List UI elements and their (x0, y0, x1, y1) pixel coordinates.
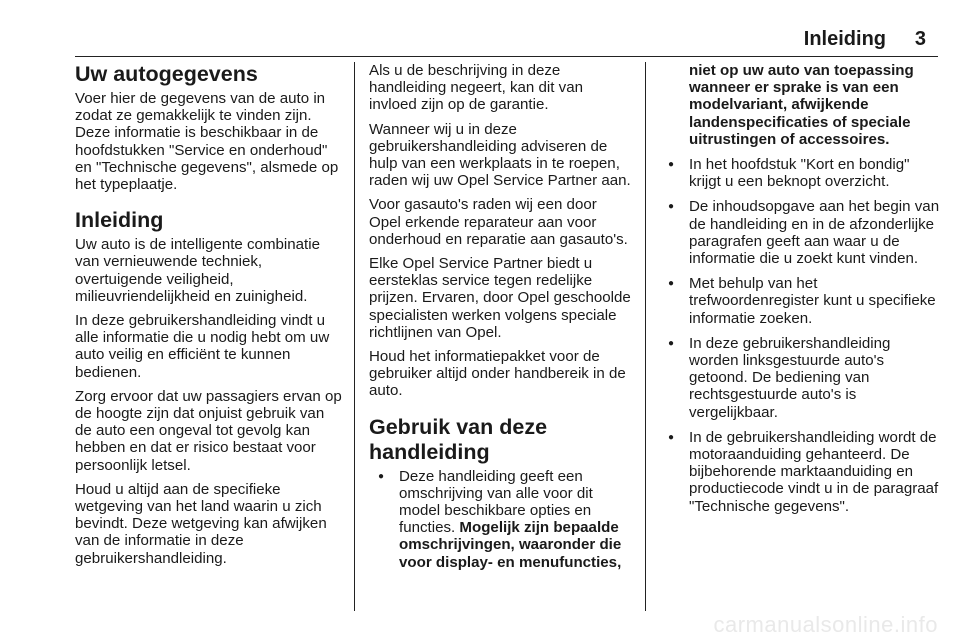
paragraph: Elke Opel Service Partner biedt u eersteklas service tegen redelijke prijzen. Ervaren, door Opel geschoolde specialisten werken volgens speciale richtlijnen van Opel. (369, 255, 631, 341)
column-right (659, 62, 941, 523)
bullet-list (369, 468, 632, 571)
list-item: ● Met behulp van het trefwoordenregister kunt u specifieke informatie zoeken. (659, 275, 941, 327)
column-divider (354, 62, 355, 611)
list-item: ● In deze gebruikershandleiding worden linksgestuurde auto's getoond. De bediening van rechtsgestuurde auto's is vergelijkbaar. (659, 335, 941, 421)
paragraph: Houd het informatiepakket voor de gebruiker altijd onder handbereik in de auto. (369, 348, 626, 400)
page-number: 3 (914, 28, 926, 50)
heading-uw-autogegevens: Uw autogegevens (75, 62, 258, 86)
paragraph: Wanneer wij u in deze gebruikershandleiding adviseren de hulp van een werkplaats in te roepen, raden wij uw Opel Service Partner aan. (369, 120, 631, 190)
column-left (75, 62, 343, 574)
heading-gebruik-van-deze-handleiding: Gebruik van deze handleiding (369, 414, 548, 464)
paragraph: Houd u altijd aan de specifieke wetgeving van het land waarin u zich bevindt. Deze wetgeving kan afwijken van de informatie in deze gebruikershandleiding. (75, 480, 327, 567)
list-item: ● De inhoudsopgave aan het begin van de handleiding en in de afzonderlijke paragrafen geeft aan waar u de informatie die u zoekt kunt vinden. (659, 198, 941, 267)
paragraph: Uw auto is de intelligente combinatie van vernieuwende techniek, overtuigende veiligheid, milieuvriendelijkheid en zuinigheid. (75, 236, 320, 305)
list-item: ● In het hoofdstuk "Kort en bondig" krijgt u een beknopt overzicht. (659, 156, 941, 190)
paragraph: Voer hier de gegevens van de auto in zodat ze gemakkelijk te vinden zijn. Deze informatie is beschikbaar in de hoofdstukken "Service en onderhoud" en "Technische gegevens", alsmede op het typeplaatje. (75, 90, 339, 194)
header-rule (75, 56, 938, 57)
paragraph: Voor gasauto's raden wij een door Opel erkende reparateur aan voor onderhoud en reparatie aan gasauto's. (369, 196, 628, 248)
list-item: ● In de gebruikershandleiding wordt de motoraanduiding gehanteerd. De bijbehorende marktaanduiding en productiecode vindt u in de paragraaf "Technische gegevens". (659, 429, 941, 515)
watermark: carmanualsonline.info (713, 612, 938, 637)
column-middle (369, 62, 632, 579)
running-header-title: Inleiding (803, 28, 886, 50)
paragraph: Zorg ervoor dat uw passagiers ervan op de hoogte zijn dat onjuist gebruik van de auto een ongeval tot gevolg kan hebben en dat er risico bestaat voor persoonlijk letsel. (75, 387, 342, 474)
list-item-continuation: niet op uw auto van toepassing wanneer er sprake is van een modelvariant, afwijkende landenspecificaties of speciale uitrustingen of accessoires. (689, 62, 914, 148)
bullet-list (659, 156, 941, 515)
column-divider (645, 62, 646, 611)
list-item-bold-text: Mogelijk zijn bepaalde omschrijvingen, waaronder die voor display- en menufuncties, (399, 519, 622, 571)
list-item-text: Deze handleiding geeft een omschrijving van alle voor dit model beschikbare opties en functies. (399, 467, 593, 537)
heading-inleiding: Inleiding (75, 208, 164, 233)
paragraph: Als u de beschrijving in deze handleiding negeert, kan dit van invloed zijn op de garantie. (369, 62, 583, 114)
list-item (369, 468, 632, 571)
paragraph: In deze gebruikershandleiding vindt u alle informatie die u nodig hebt om uw auto veilig en efficiënt te kunnen bedienen. (75, 312, 330, 381)
